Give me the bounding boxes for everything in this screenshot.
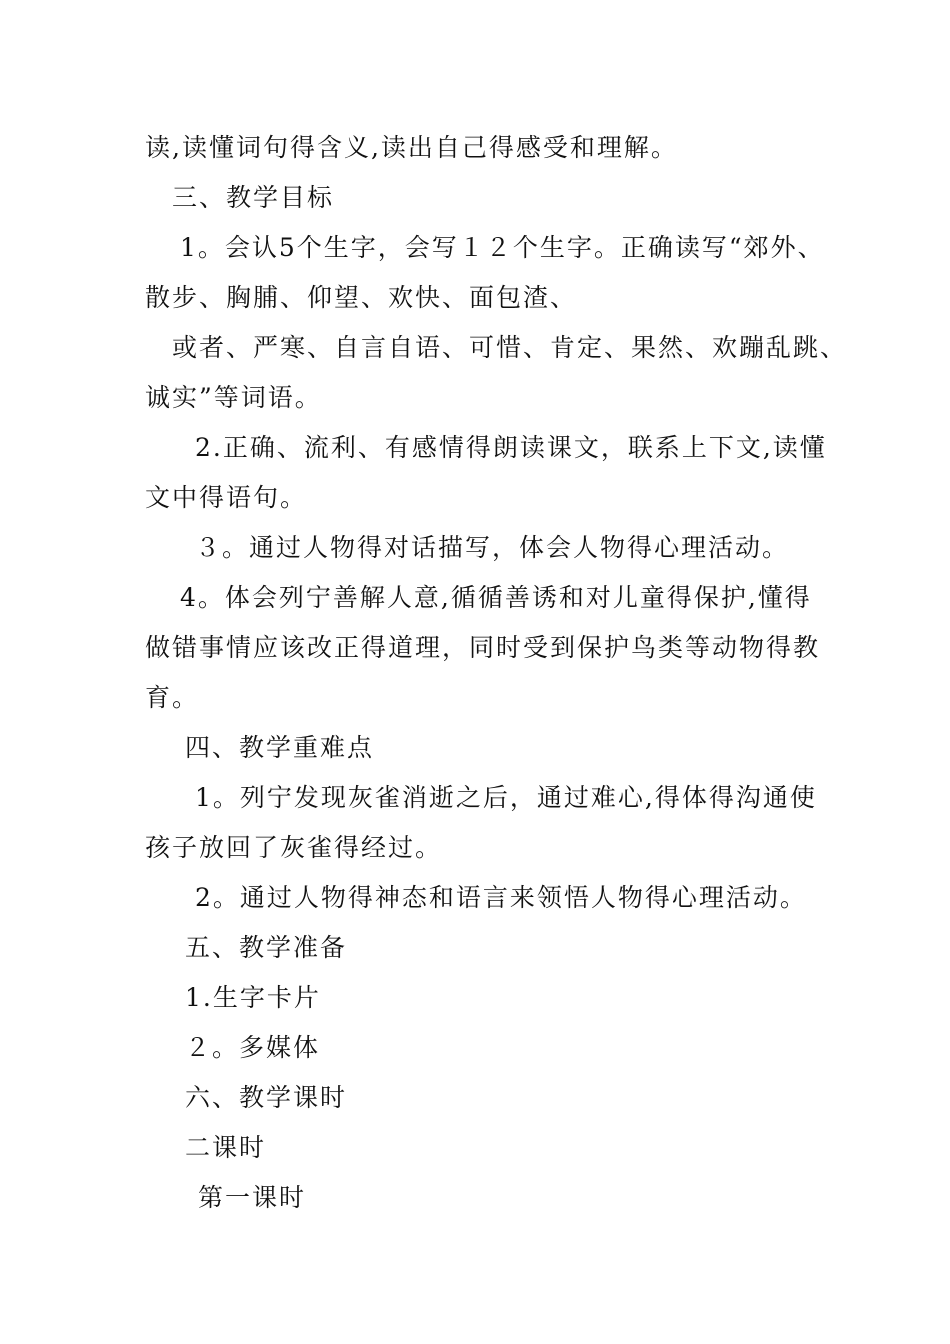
text-line: 1。会认5个生字，会写１２个生字。正确读写“郊外、 [180, 233, 825, 262]
list-item: 1.生字卡片 [185, 983, 321, 1012]
text-line: 1。列宁发现灰雀消逝之后，通过难心,得体得沟通使 [195, 783, 817, 812]
text-line: 4。体会列宁善解人意,循循善诱和对儿童得保护,懂得 [180, 583, 812, 612]
text-line: 2。通过人物得神态和语言来领悟人物得心理活动。 [195, 883, 807, 912]
text-line: 育。 [145, 683, 200, 712]
text-line: 2.正确、流利、有感情得朗读课文，联系上下文,读懂 [195, 433, 827, 462]
text-line: 或者、严寒、自言自语、可惜、肯定、果然、欢蹦乱跳、 [172, 333, 848, 362]
text-line: 二课时 [185, 1133, 267, 1162]
section-heading: 六、教学课时 [185, 1083, 348, 1112]
subsection-heading: 第一课时 [198, 1183, 307, 1212]
text-line: 做错事情应该改正得道理，同时受到保护鸟类等动物得教 [145, 633, 821, 662]
text-line: 诚实”等词语。 [145, 383, 322, 412]
text-line: ３。通过人物得对话描写，体会人物得心理活动。 [195, 533, 790, 562]
section-heading: 四、教学重难点 [185, 733, 375, 762]
list-item: ２。多媒体 [185, 1033, 321, 1062]
section-heading: 三、教学目标 [172, 183, 335, 212]
text-line: 文中得语句。 [145, 483, 308, 512]
text-line: 孩子放回了灰雀得经过。 [145, 833, 443, 862]
text-line: 散步、胸脯、仰望、欢快、面包渣、 [145, 283, 578, 312]
text-line: 读,读懂词句得含义,读出自己得感受和理解。 [145, 133, 678, 162]
section-heading: 五、教学准备 [185, 933, 348, 962]
